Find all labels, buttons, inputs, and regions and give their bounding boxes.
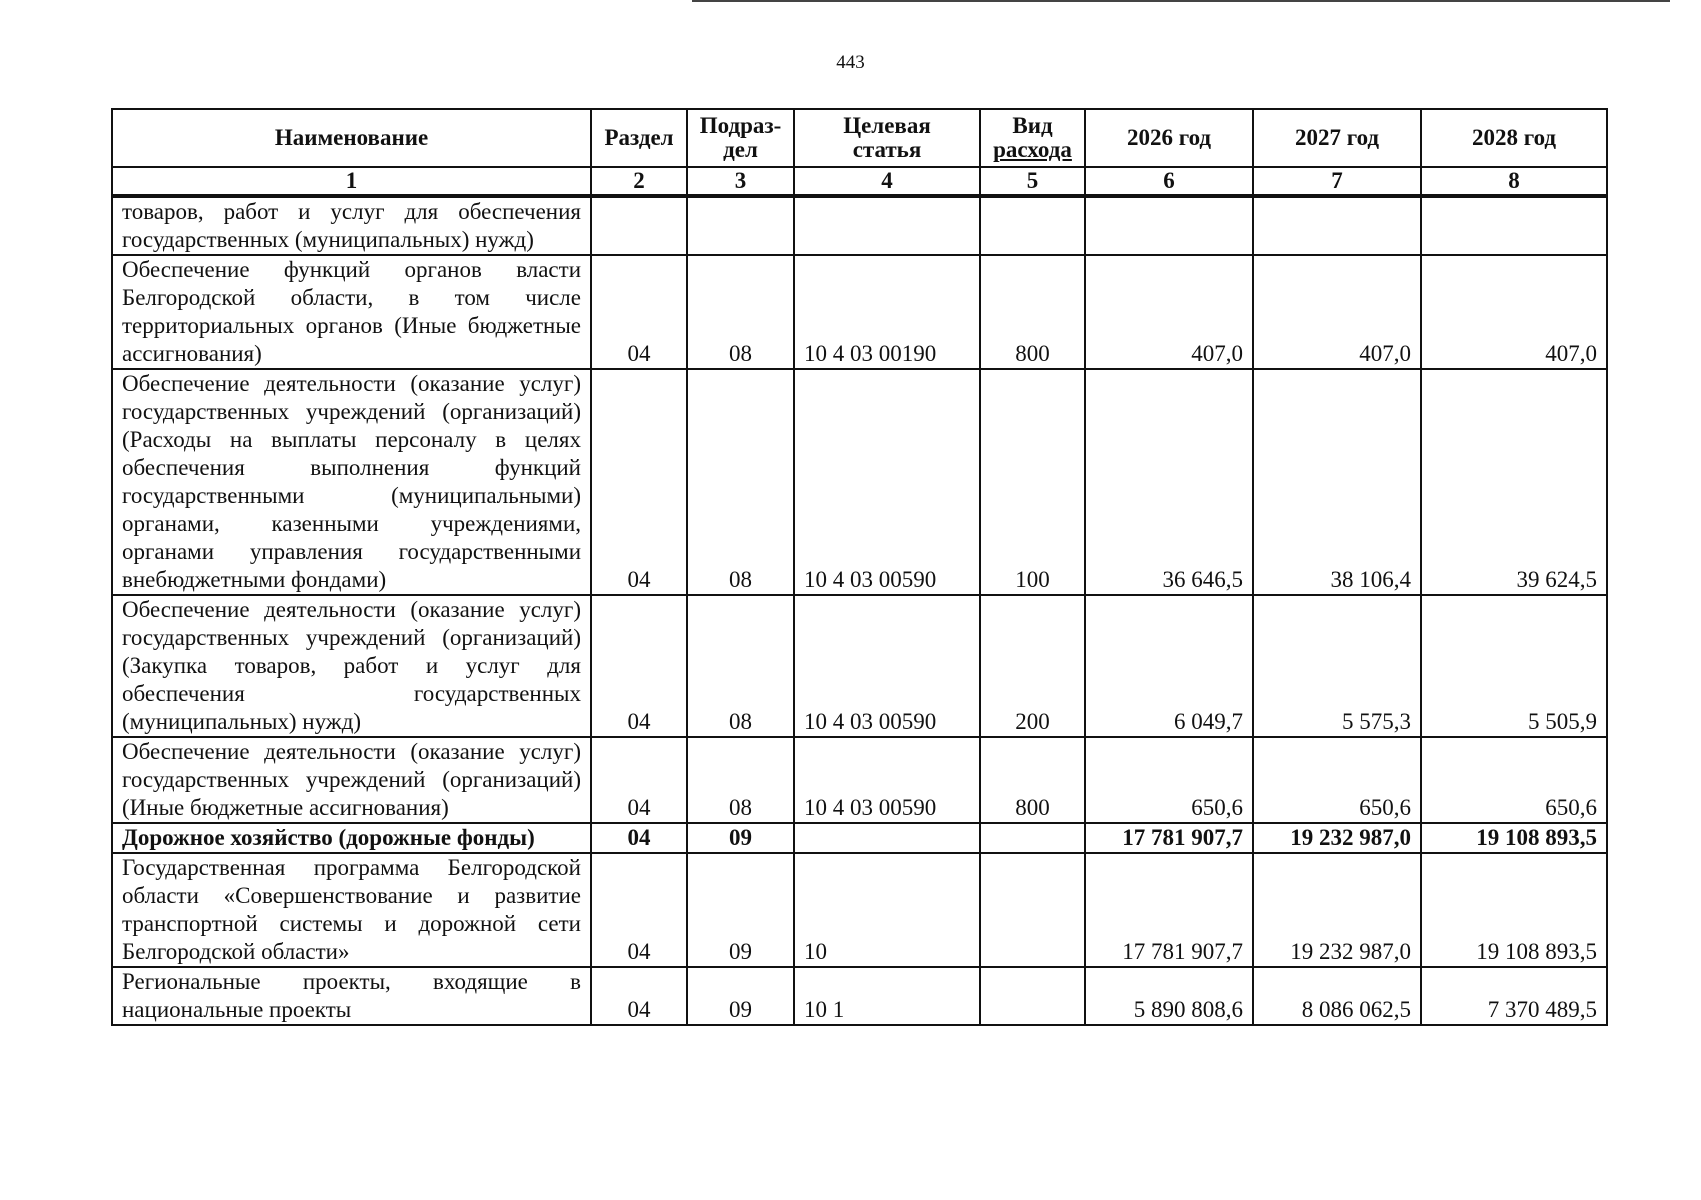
cell-statya: 10 4 03 00590 [794, 595, 980, 737]
cell-statya: 10 4 03 00590 [794, 369, 980, 595]
cell-statya: 10 1 [794, 967, 980, 1025]
cell-name: Региональные проекты, входящие в национальные проекты [112, 967, 591, 1025]
cell-name: Обеспечение функций органов власти Белгородской области, в том числе территориальных органов (Иные бюджетные ассигнования) [112, 255, 591, 369]
cell-vid [980, 823, 1085, 853]
cell-vid: 200 [980, 595, 1085, 737]
cell-2027: 38 106,4 [1253, 369, 1421, 595]
cell-vid [980, 196, 1085, 255]
col-header-2028: 2028 год [1421, 109, 1607, 167]
cell-vid [980, 967, 1085, 1025]
cell-name: Обеспечение деятельности (оказание услуг) государственных учреждений (организаций) (Расходы на выплаты персоналу в целях обеспечения выполнения функций государственными (муниципальными) органами, казенными учреждениями, органами управления государственными внебюджетными фондами) [112, 369, 591, 595]
cell-vid: 100 [980, 369, 1085, 595]
table-body [112, 196, 1607, 1025]
cell-2027 [1253, 196, 1421, 255]
col-header-razdel: Раздел [591, 109, 687, 167]
cell-2026: 36 646,5 [1085, 369, 1253, 595]
cell-vid [980, 853, 1085, 967]
cell-razdel: 04 [591, 737, 687, 823]
cell-podrazdel: 08 [687, 595, 794, 737]
cell-name: Обеспечение деятельности (оказание услуг) государственных учреждений (организаций) (Иные бюджетные ассигнования) [112, 737, 591, 823]
col-header-vid: Вид расхода [980, 109, 1085, 167]
cell-2027: 5 575,3 [1253, 595, 1421, 737]
cell-2028: 19 108 893,5 [1421, 853, 1607, 967]
cell-podrazdel: 09 [687, 967, 794, 1025]
cell-2028: 39 624,5 [1421, 369, 1607, 595]
cell-statya [794, 196, 980, 255]
table-row [112, 967, 1607, 1025]
header-row [112, 109, 1607, 167]
cell-podrazdel: 08 [687, 255, 794, 369]
cell-podrazdel [687, 196, 794, 255]
table-row [112, 369, 1607, 595]
col-number: 4 [794, 167, 980, 196]
cell-vid: 800 [980, 737, 1085, 823]
cell-2026 [1085, 196, 1253, 255]
top-rule [692, 0, 1670, 2]
cell-razdel: 04 [591, 595, 687, 737]
cell-2026: 5 890 808,6 [1085, 967, 1253, 1025]
cell-2026: 17 781 907,7 [1085, 823, 1253, 853]
cell-name: Государственная программа Белгородской области «Совершенствование и развитие транспортной системы и дорожной сети Белгородской области» [112, 853, 591, 967]
cell-2026: 17 781 907,7 [1085, 853, 1253, 967]
cell-2026: 650,6 [1085, 737, 1253, 823]
cell-statya: 10 [794, 853, 980, 967]
cell-razdel: 04 [591, 853, 687, 967]
table-row [112, 737, 1607, 823]
cell-statya: 10 4 03 00590 [794, 737, 980, 823]
cell-2028: 7 370 489,5 [1421, 967, 1607, 1025]
table-row [112, 255, 1607, 369]
cell-2026: 407,0 [1085, 255, 1253, 369]
col-header-podrazdel: Подраз- дел [687, 109, 794, 167]
col-number: 5 [980, 167, 1085, 196]
col-header-name: Наименование [112, 109, 591, 167]
cell-2027: 19 232 987,0 [1253, 823, 1421, 853]
cell-razdel: 04 [591, 255, 687, 369]
table-row [112, 853, 1607, 967]
col-number: 2 [591, 167, 687, 196]
col-number: 7 [1253, 167, 1421, 196]
cell-2028: 5 505,9 [1421, 595, 1607, 737]
cell-razdel [591, 196, 687, 255]
cell-2028: 407,0 [1421, 255, 1607, 369]
col-number: 3 [687, 167, 794, 196]
cell-name: Дорожное хозяйство (дорожные фонды) [112, 823, 591, 853]
col-number: 6 [1085, 167, 1253, 196]
table-row [112, 823, 1607, 853]
table-row [112, 595, 1607, 737]
cell-podrazdel: 08 [687, 737, 794, 823]
cell-razdel: 04 [591, 967, 687, 1025]
cell-2027: 650,6 [1253, 737, 1421, 823]
cell-podrazdel: 08 [687, 369, 794, 595]
col-number: 8 [1421, 167, 1607, 196]
cell-statya: 10 4 03 00190 [794, 255, 980, 369]
col-header-statya: Целевая статья [794, 109, 980, 167]
cell-2026: 6 049,7 [1085, 595, 1253, 737]
cell-razdel: 04 [591, 823, 687, 853]
col-header-2027: 2027 год [1253, 109, 1421, 167]
cell-2028: 650,6 [1421, 737, 1607, 823]
col-number: 1 [112, 167, 591, 196]
cell-2028 [1421, 196, 1607, 255]
cell-podrazdel: 09 [687, 853, 794, 967]
table-row [112, 196, 1607, 255]
budget-table [111, 108, 1608, 1026]
cell-2027: 19 232 987,0 [1253, 853, 1421, 967]
cell-podrazdel: 09 [687, 823, 794, 853]
cell-name: товаров, работ и услуг для обеспечения государственных (муниципальных) нужд) [112, 196, 591, 255]
cell-name: Обеспечение деятельности (оказание услуг) государственных учреждений (организаций) (Закупка товаров, работ и услуг для обеспечения государственных (муниципальных) нужд) [112, 595, 591, 737]
cell-2027: 8 086 062,5 [1253, 967, 1421, 1025]
cell-2027: 407,0 [1253, 255, 1421, 369]
cell-razdel: 04 [591, 369, 687, 595]
page-number: 443 [836, 52, 865, 73]
cell-vid: 800 [980, 255, 1085, 369]
col-header-2026: 2026 год [1085, 109, 1253, 167]
cell-2028: 19 108 893,5 [1421, 823, 1607, 853]
cell-statya [794, 823, 980, 853]
column-number-row [112, 167, 1607, 196]
